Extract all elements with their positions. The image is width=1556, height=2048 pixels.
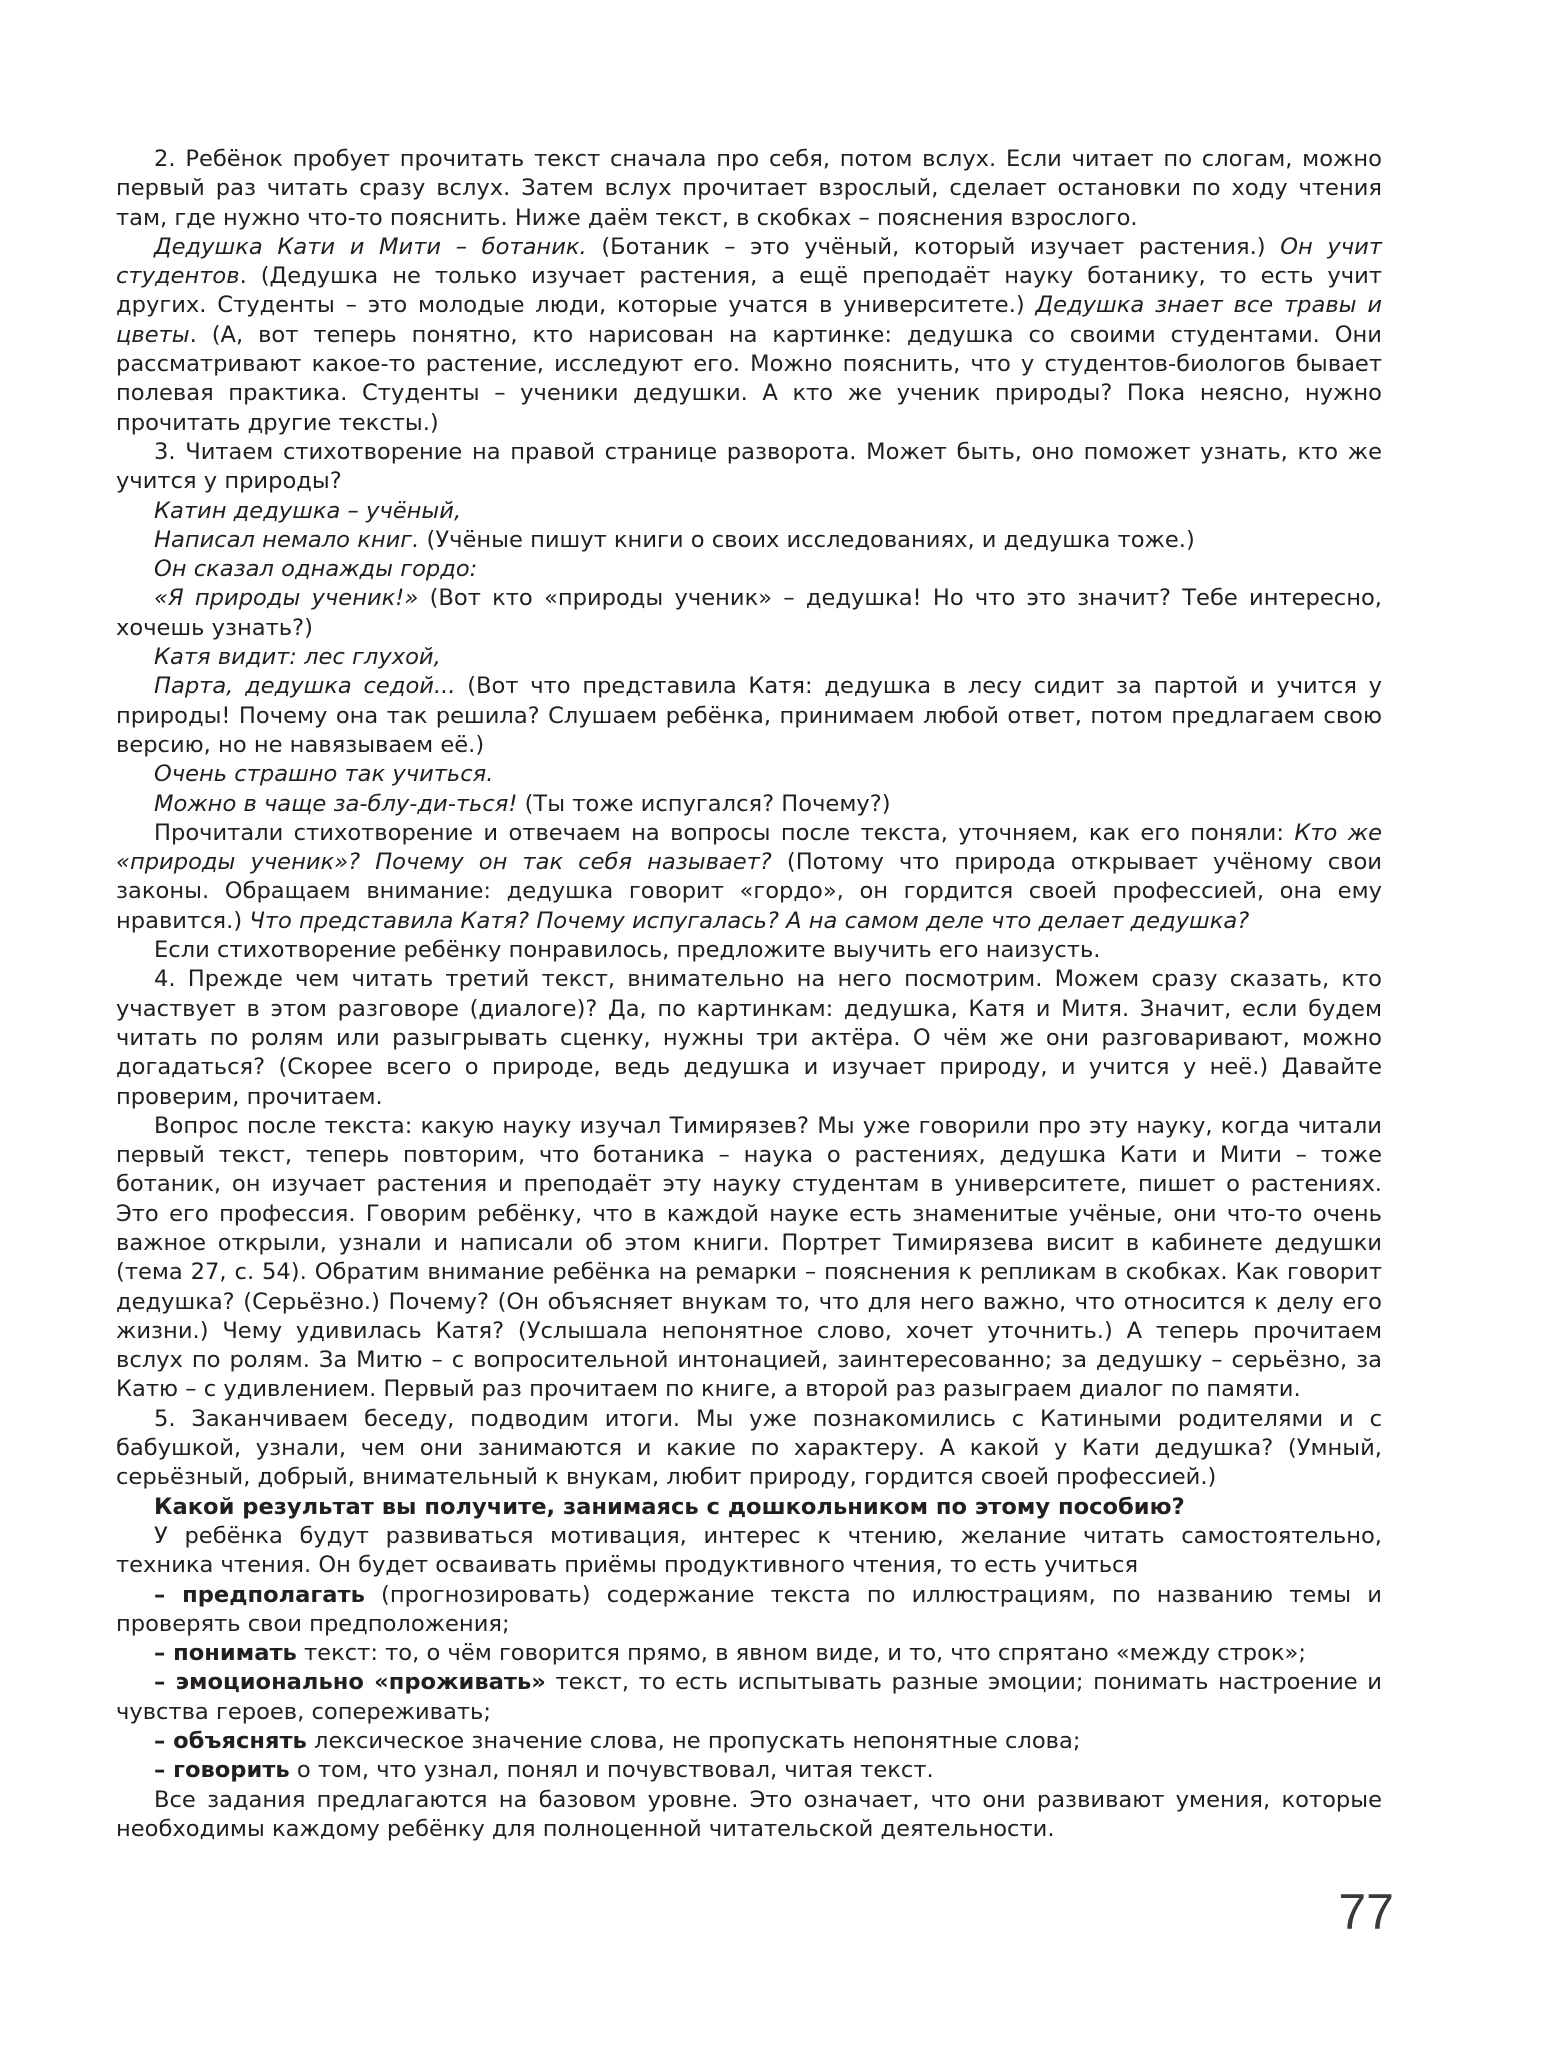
commentary: (Ботаник – это учёный, который изучает растения.): [586, 233, 1281, 260]
poem-line: [116, 497, 1382, 526]
poem-text: Катин дедушка – учёный,: [154, 497, 462, 524]
poem-text: Очень страшно так учиться.: [154, 761, 494, 788]
paragraph-step-5: 5. Заканчиваем беседу, подводим итоги. Мы уже познакомились с Катиными родителями и с бабушкой, узнали, чем они занимаются и какие по характеру. А какой у Кати дедушка? (Умный, серьёзный, добрый, внимательный к внукам, любит природу, гордится своей профессией.): [116, 1405, 1382, 1491]
poem-line: [116, 555, 1382, 584]
poem-text: Парта, дедушка седой...: [154, 673, 456, 700]
page-number: 77: [1338, 1884, 1394, 1940]
commentary: (Потому что природа открывает учёному свои законы. Обращаем внимание: дедушка говорит «гордо», он гордится своей профессией, она ему нравится.): [116, 849, 1382, 934]
poem-text: Он сказал однажды гордо:: [154, 556, 478, 583]
paragraph-story-1: [116, 233, 1382, 438]
commentary: (Вот что представила Катя: дедушка в лесу сидит за партой и учится у природы! Почему она так решила? Слушаем ребёнка, принимаем любой ответ, потом предлагаем свою версию, но не навязываем её.): [116, 673, 1383, 758]
paragraph-step-4: 4. Прежде чем читать третий текст, внимательно на него посмотрим. Можем сразу сказать, кто участвует в этом разговоре (диалоге)? Да, по картинкам: дедушка, Катя и Митя. Значит, если будем читать по ролям или разыгрывать сценку, нужны три актёра. О чём же они разговаривают, можно догадаться? (Скорее всего о природе, ведь дедушка и изучает природу, и учится у неё.) Давайте проверим, прочитаем.: [116, 966, 1382, 1110]
paragraph-timiryazev: Вопрос после текста: какую науку изучал Тимирязев? Мы уже говорили про эту науку, когда читали первый текст, теперь повторим, что ботаника – наука о растениях, дедушка Кати и Мити – тоже ботаник, он изучает растения и преподаёт эту науку студентам в университете, пишет о растениях. Это его профессия. Говорим ребёнку, что в каждой науке есть знаменитые учёные, они что-то очень важное открыли, узнали и написали об этом книги. Портрет Тимирязева висит в кабинете дедушки (тема 27, с. 54). Обратим внимание ребёнка на ремарки – пояснения к репликам в скобках. Как говорит дедушка? (Серьёзно.) Почему? (Он объясняет внукам то, что для него важно, что относится к делу его жизни.) Чему удивилась Катя? (Услышала непонятное слово, хочет уточнить.) А теперь прочитаем вслух по ролям. За Митю – с вопросительной интонацией, заинтересованно; за дедушку – серьёзно, за Катю – с удивлением. Первый раз прочитаем по книге, а второй раз разыграем диалог по памяти.: [116, 1112, 1382, 1403]
story-line: Дедушка знает все травы и цветы: [116, 292, 1382, 348]
list-term: – понимать: [154, 1640, 297, 1667]
list-term: – объяснять: [154, 1728, 307, 1755]
list-term: – говорить: [154, 1757, 290, 1784]
story-line: Он учит студентов: [116, 233, 1382, 290]
poem-text: «Я природы ученик!»: [154, 585, 419, 612]
paragraph-step-2: 2. Ребёнок пробует прочитать текст сначала про себя, потом вслух. Если читает по слогам, можно первый раз читать сразу вслух. Затем вслух прочитает взрослый, сделает остановки по ходу чтения там, где нужно что-то пояснить. Ниже даём текст, в скобках – пояснения взрослого.: [116, 146, 1382, 231]
list-text: (прогнозировать) содержание текста по иллюстрациям, по названию темы и проверять свои предположения;: [116, 1581, 1382, 1637]
story-line: Дедушка Кати и Мити – ботаник.: [154, 233, 587, 260]
poem-line: [116, 672, 1382, 760]
body-text: [116, 145, 1382, 1844]
list-text: текст: то, о чём говорится прямо, в явном виде, и то, что спрятано «между строк»;: [296, 1640, 1306, 1667]
heading-text: Какой результат вы получите, занимаясь с дошкольником по этому пособию?: [154, 1493, 1185, 1520]
list-item: [116, 1727, 1382, 1756]
poem-line: [116, 760, 1382, 789]
list-item: [116, 1639, 1382, 1668]
list-term: – эмоционально «проживать»: [154, 1669, 546, 1696]
list-item: [116, 1668, 1382, 1727]
list-term: – предполагать: [154, 1581, 365, 1608]
paragraph-step-3: 3. Читаем стихотворение на правой странице разворота. Может быть, оно поможет узнать, кто же учится у природы?: [116, 438, 1382, 495]
commentary: (Учёные пишут книги о своих исследованиях, и дедушка тоже.): [419, 526, 1195, 553]
paragraph-conclusion: Все задания предлагаются на базовом уровне. Это означает, что они развивают умения, которые необходимы каждому ребёнку для полноценной читательской деятельности.: [116, 1786, 1382, 1842]
paragraph-results: У ребёнка будут развиваться мотивация, интерес к чтению, желание читать самостоятельно, техника чтения. Он будет осваивать приёмы продуктивного чтения, то есть учиться: [116, 1522, 1382, 1579]
paragraph-memorize: Если стихотворение ребёнку понравилось, предложите выучить его наизусть.: [154, 937, 1101, 964]
poem-line: [116, 643, 1382, 672]
commentary: Прочитали стихотворение и отвечаем на вопросы после текста, уточняем, как его поняли:: [154, 819, 1295, 846]
list-text: лексическое значение слова, не пропускать непонятные слова;: [306, 1728, 1081, 1755]
question-text: Кто же «природы ученик»? Почему он так себя называет?: [116, 819, 1383, 876]
commentary: . (Дедушка не только изучает растения, а ещё преподаёт науку ботанику, то есть учит других. Студенты – это молодые люди, которые учатся в университете.): [116, 263, 1382, 319]
poem-text: Катя видит: лес глухой,: [154, 644, 441, 671]
list-text: о том, что узнал, понял и почувствовал, читая текст.: [289, 1757, 934, 1784]
paragraph-questions: [116, 819, 1382, 936]
commentary: (Вот кто «природы ученик» – дедушка! Но что это значит? Тебе интересно, хочешь узнать?): [116, 585, 1382, 641]
poem-line: [116, 790, 1382, 819]
poem-line: [116, 526, 1382, 555]
question-text: Что представила Катя? Почему испугалась? А на самом деле что делает дедушка?: [249, 907, 1250, 934]
poem-text: Написал немало книг.: [154, 526, 420, 553]
list-item: [116, 1756, 1382, 1785]
list-item: [116, 1581, 1382, 1640]
poem-text: Можно в чаще за-блу-ди-ться!: [154, 790, 518, 817]
commentary: (Ты тоже испугался? Почему?): [517, 790, 891, 817]
list-text: текст, то есть испытывать разные эмоции; понимать настроение и чувства героев, сопереживать;: [116, 1669, 1382, 1725]
poem-line: [116, 584, 1382, 643]
commentary: . (А, вот теперь понятно, кто нарисован на картинке: дедушка со своими студентами. Они рассматривают какое-то растение, исследуют его. Можно пояснить, что у студентов-биологов бывает полевая практика. Студенты – ученики дедушки. А кто же ученик природы? Пока неясно, нужно прочитать другие тексты.): [116, 321, 1382, 436]
section-heading: [116, 1493, 1382, 1522]
